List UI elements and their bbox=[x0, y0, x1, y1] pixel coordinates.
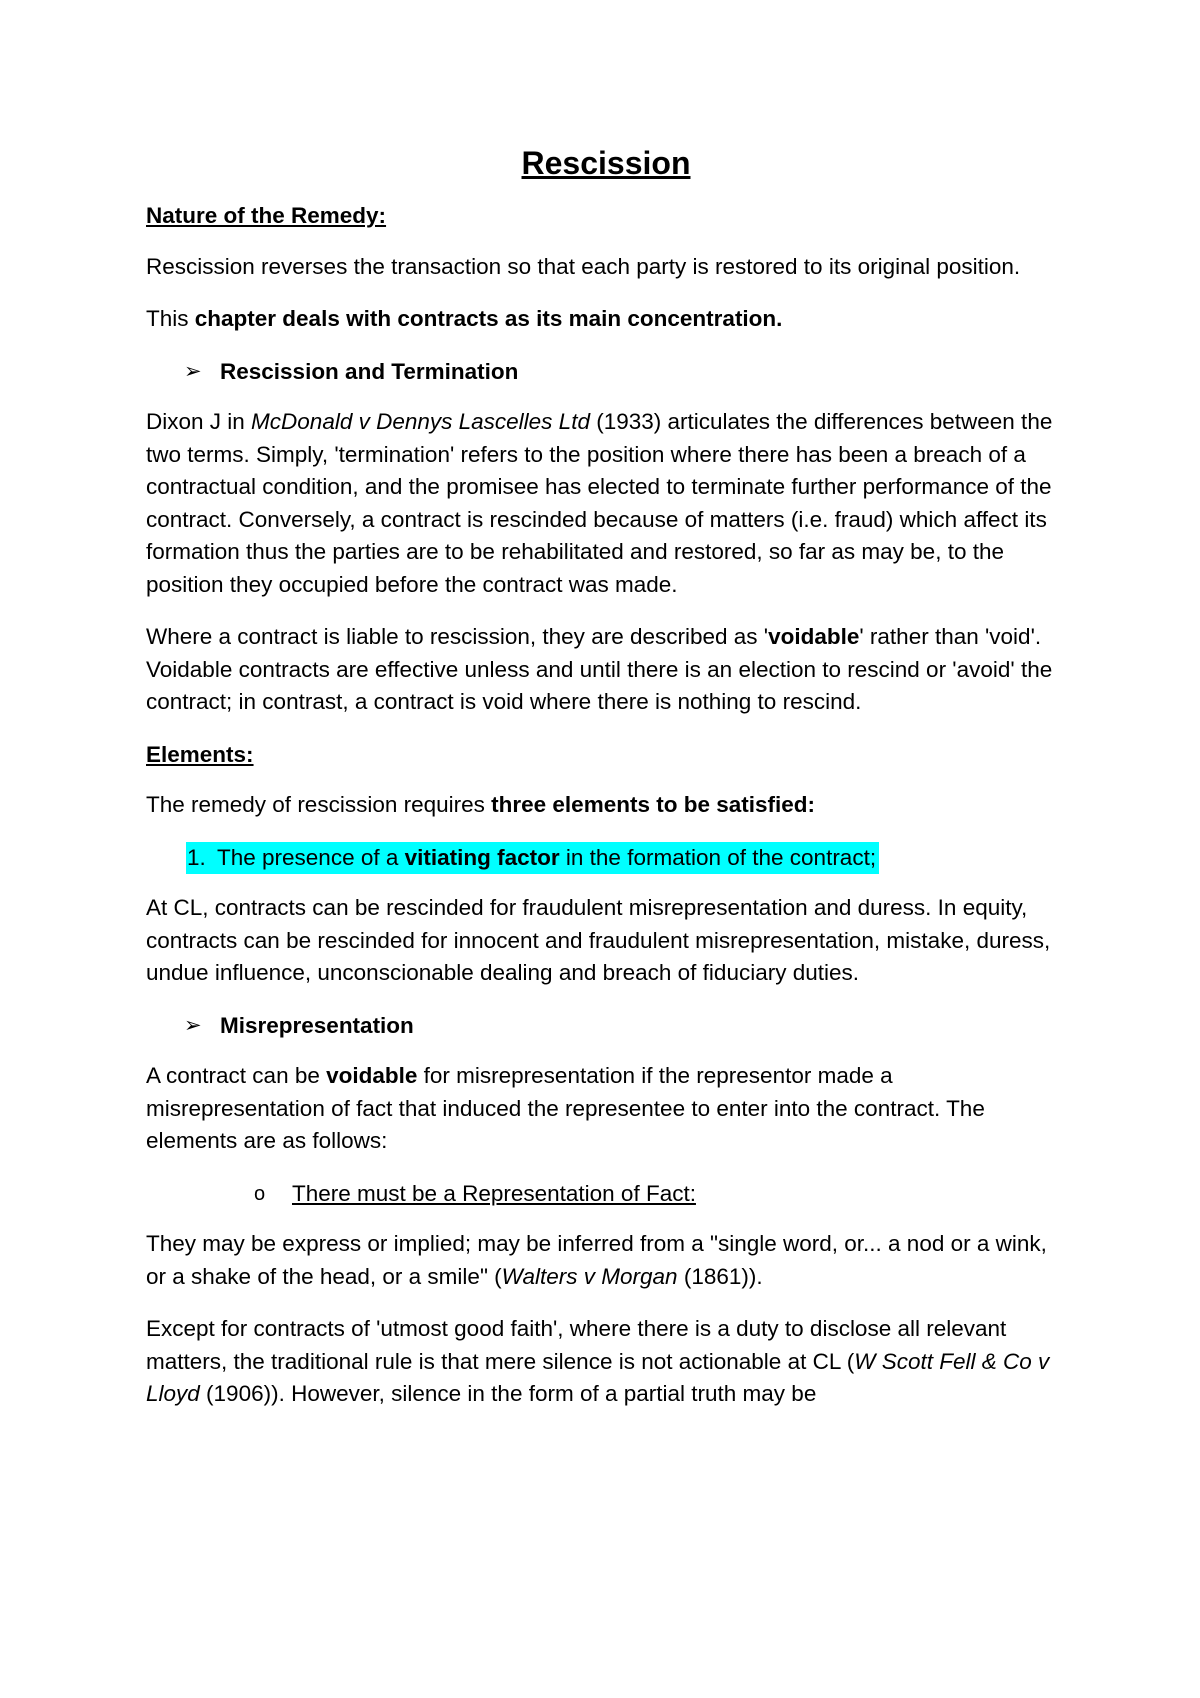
nature-paragraph: Rescission reverses the transaction so that each party is restored to its original position. bbox=[146, 253, 1021, 279]
arrow-bullet-icon: ➢ bbox=[184, 359, 202, 383]
voidable-text-2: ' rather than 'void'. Voidable contracts are effective unless and until there is an election to rescind or 'avoid' the contract; in contrast, a contract is void where there is nothing to rescind. bbox=[146, 624, 1053, 714]
misrep-bold: voidable bbox=[326, 1063, 418, 1088]
chapter-prefix: This bbox=[146, 306, 195, 331]
elements-paragraph bbox=[146, 789, 1066, 822]
nature-heading: Nature of the Remedy: bbox=[146, 203, 387, 228]
arrow-bullet-icon: ➢ bbox=[184, 1013, 202, 1037]
voidable-text-1: Where a contract is liable to rescission, they are described as ' bbox=[146, 624, 769, 649]
item-text-2: in the formation of the contract; bbox=[559, 844, 877, 870]
misrep-text-2: for misrepresentation if the representor made a misrepresentation of fact that induced the representee to enter into the contract. The elements are as follows: bbox=[146, 1063, 985, 1153]
cl-paragraph: At CL, contracts can be rescinded for fraudulent misrepresentation and duress. In equity, contracts can be rescinded for innocent and fraudulent misrepresentation, mistake, duress, undue influence, unconscionable dealing and breach of fiduciary duties. bbox=[146, 895, 1051, 985]
page-title: Rescission bbox=[521, 145, 691, 181]
highlighted-text bbox=[186, 842, 879, 875]
section-heading-misrepresentation bbox=[184, 1010, 1066, 1043]
elements-bold: three elements to be satisfied: bbox=[491, 792, 815, 817]
express-paragraph bbox=[146, 1228, 1066, 1293]
silence-paragraph bbox=[146, 1313, 1066, 1411]
case-name: McDonald v Dennys Lascelles Ltd bbox=[251, 409, 590, 434]
dixon-text-2: (1933) articulates the differences between the two terms. Simply, 'termination' refers to the position where there has been a breach of a contractual condition, and the promisee has elected to terminate further performance of the contract. Conversely, a contract is rescinded because of matters (i.e. fraud) which affect its formation thus the parties are to be rehabilitated and restored, so far as may be, to the position they occupied before the contract was made. bbox=[146, 409, 1053, 597]
item-number: 1. bbox=[187, 844, 206, 870]
item-text-1: The presence of a bbox=[217, 844, 405, 870]
chapter-bold: chapter deals with contracts as its main concentration. bbox=[194, 306, 783, 331]
express-text-1: They may be express or implied; may be inferred from a "single word, or... a nod or a wink, or a shake of the head, or a smile" ( bbox=[146, 1231, 1047, 1289]
item-bold: vitiating factor bbox=[404, 844, 560, 870]
misrep-text-1: A contract can be bbox=[146, 1063, 327, 1088]
silence-text-2: (1906)). However, silence in the form of a partial truth may be bbox=[199, 1381, 817, 1406]
elements-text: The remedy of rescission requires bbox=[146, 792, 492, 817]
case-name: W Scott Fell & Co v Lloyd bbox=[146, 1348, 1050, 1406]
express-text-2: (1861)). bbox=[677, 1263, 763, 1289]
elements-heading: Elements: bbox=[146, 741, 254, 767]
dixon-paragraph bbox=[146, 406, 1066, 601]
section-heading-rescission-termination bbox=[184, 356, 1066, 389]
dixon-text-1: Dixon J in bbox=[146, 409, 252, 434]
misrep-paragraph bbox=[146, 1060, 1066, 1158]
document-body bbox=[146, 143, 1066, 1431]
numbered-item-1 bbox=[186, 842, 1066, 875]
voidable-paragraph bbox=[146, 621, 1066, 719]
section-heading-label: Misrepresentation bbox=[220, 1012, 414, 1038]
sub-bullet-item bbox=[254, 1178, 1066, 1211]
circle-bullet-icon: o bbox=[254, 1182, 266, 1205]
case-name: Walters v Morgan bbox=[501, 1263, 678, 1289]
section-heading-label: Rescission and Termination bbox=[220, 358, 519, 384]
sub-bullet-label: There must be a Representation of Fact: bbox=[292, 1180, 696, 1206]
voidable-bold: voidable bbox=[768, 624, 860, 649]
silence-text-1: Except for contracts of 'utmost good faith', where there is a duty to disclose all relevant matters, the traditional rule is that mere silence is not actionable at CL ( bbox=[146, 1316, 1007, 1374]
chapter-paragraph bbox=[146, 303, 1066, 336]
